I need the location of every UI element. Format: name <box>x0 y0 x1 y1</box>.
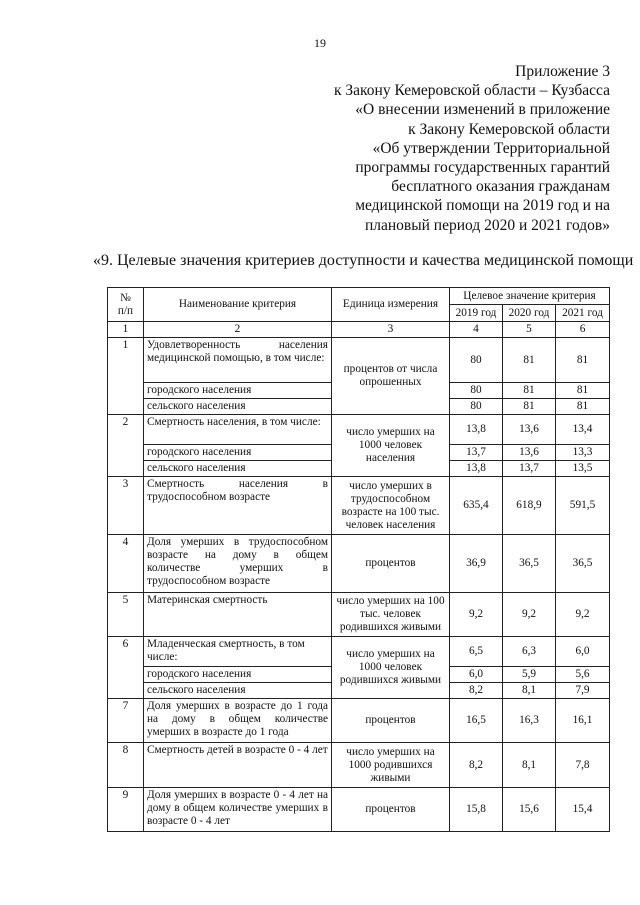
header-num: № п/п <box>108 288 144 322</box>
value-2019: 80 <box>450 383 503 399</box>
criterion-unit: процентов от числа опрошенных <box>332 338 450 415</box>
value-2020: 36,5 <box>503 535 556 593</box>
criterion-name: Доля умерших в возрасте до 1 года на дому в общем количестве умерших в возрасте до 1 года <box>144 699 332 743</box>
row-number: 8 <box>108 743 144 788</box>
col-number: 6 <box>556 322 610 338</box>
value-2019: 635,4 <box>450 477 503 535</box>
value-2021: 13,5 <box>556 461 610 477</box>
appendix-line: Приложение 3 <box>515 63 610 80</box>
criterion-unit: число умерших на 1000 родившихся живыми <box>332 743 450 788</box>
header-target: Целевое значение критерия <box>450 288 610 305</box>
table-row <box>108 535 610 593</box>
subcriterion-name: сельского населения <box>144 461 332 477</box>
value-2019: 80 <box>450 399 503 415</box>
value-2020: 8,1 <box>503 683 556 699</box>
value-2019: 13,7 <box>450 445 503 461</box>
value-2020: 8,1 <box>503 743 556 788</box>
criterion-unit: число умерших на 1000 человек населения <box>332 415 450 477</box>
value-2020: 13,7 <box>503 461 556 477</box>
table-row <box>108 637 610 667</box>
criterion-name: Смертность населения, в том числе: <box>144 415 332 445</box>
value-2021: 13,3 <box>556 445 610 461</box>
criterion-name: Доля умерших в трудоспособном возрасте на дому в общем количестве умерших в трудоспособном возрасте <box>144 535 332 593</box>
row-number: 5 <box>108 593 144 637</box>
col-number: 5 <box>503 322 556 338</box>
value-2021: 81 <box>556 399 610 415</box>
value-2020: 15,6 <box>503 788 556 832</box>
value-2021: 81 <box>556 338 610 383</box>
col-number: 2 <box>144 322 332 338</box>
table-row <box>108 593 610 637</box>
col-number: 1 <box>108 322 144 338</box>
value-2021: 5,6 <box>556 667 610 683</box>
criterion-name: Смертность детей в возрасте 0 - 4 лет <box>144 743 332 788</box>
table-row <box>108 788 610 832</box>
criterion-name: Смертность населения в трудоспособном возрасте <box>144 477 332 535</box>
subcriterion-name: городского населения <box>144 445 332 461</box>
criterion-unit: процентов <box>332 699 450 743</box>
appendix-header <box>190 62 610 235</box>
table-row <box>108 338 610 383</box>
row-number: 2 <box>108 415 144 477</box>
subcriterion-name: городского населения <box>144 383 332 399</box>
subcriterion-name: сельского населения <box>144 399 332 415</box>
value-2020: 81 <box>503 338 556 383</box>
table-row <box>108 699 610 743</box>
row-number: 4 <box>108 535 144 593</box>
header-unit: Единица измерения <box>332 288 450 322</box>
subcriterion-name: городского населения <box>144 667 332 683</box>
header-2020: 2020 год <box>503 305 556 322</box>
value-2021: 7,9 <box>556 683 610 699</box>
section-title: «9. Целевые значения критериев доступности и качества медицинской помощи <box>93 252 634 269</box>
col-number: 4 <box>450 322 503 338</box>
value-2021: 591,5 <box>556 477 610 535</box>
criterion-unit: число умерших в трудоспособном возрасте на 100 тыс. человек населения <box>332 477 450 535</box>
value-2020: 81 <box>503 383 556 399</box>
row-number: 3 <box>108 477 144 535</box>
page-number: 19 <box>314 36 326 50</box>
value-2019: 16,5 <box>450 699 503 743</box>
value-2021: 13,4 <box>556 415 610 445</box>
appendix-line: «О внесении изменений в приложение <box>355 101 610 119</box>
value-2019: 13,8 <box>450 415 503 445</box>
criterion-unit: процентов <box>332 788 450 832</box>
appendix-line: программы государственных гарантий <box>355 159 610 177</box>
value-2020: 6,3 <box>503 637 556 667</box>
value-2020: 13,6 <box>503 445 556 461</box>
criterion-unit: процентов <box>332 535 450 593</box>
value-2021: 7,8 <box>556 743 610 788</box>
value-2019: 36,9 <box>450 535 503 593</box>
criterion-unit: число умерших на 1000 человек родившихся живыми <box>332 637 450 699</box>
value-2019: 80 <box>450 338 503 383</box>
criterion-name: Удовлетворенность населения медицинской помощью, в том числе: <box>144 338 332 383</box>
value-2019: 6,0 <box>450 667 503 683</box>
value-2019: 15,8 <box>450 788 503 832</box>
criterion-name: Младенческая смертность, в том числе: <box>144 637 332 667</box>
value-2021: 15,4 <box>556 788 610 832</box>
value-2019: 6,5 <box>450 637 503 667</box>
value-2020: 16,3 <box>503 699 556 743</box>
value-2019: 8,2 <box>450 743 503 788</box>
appendix-line: к Закону Кемеровской области <box>408 120 610 138</box>
value-2021: 9,2 <box>556 593 610 637</box>
value-2021: 36,5 <box>556 535 610 593</box>
value-2020: 13,6 <box>503 415 556 445</box>
header-2019: 2019 год <box>450 305 503 322</box>
value-2020: 9,2 <box>503 593 556 637</box>
value-2020: 618,9 <box>503 477 556 535</box>
criterion-name: Доля умерших в возрасте 0 - 4 лет на дому в общем количестве умерших в возрасте 0 - 4 лет <box>144 788 332 832</box>
row-number: 6 <box>108 637 144 699</box>
row-number: 7 <box>108 699 144 743</box>
subcriterion-name: сельского населения <box>144 683 332 699</box>
appendix-line: к Закону Кемеровской области – Кузбасса <box>333 82 610 100</box>
value-2021: 6,0 <box>556 637 610 667</box>
row-number: 9 <box>108 788 144 832</box>
table-row <box>108 415 610 445</box>
value-2019: 13,8 <box>450 461 503 477</box>
value-2020: 5,9 <box>503 667 556 683</box>
row-number: 1 <box>108 338 144 415</box>
value-2021: 81 <box>556 383 610 399</box>
table-row <box>108 743 610 788</box>
value-2020: 81 <box>503 399 556 415</box>
appendix-line: медицинской помощи на 2019 год и на <box>355 197 610 215</box>
value-2021: 16,1 <box>556 699 610 743</box>
appendix-line: бесплатного оказания гражданам <box>391 178 610 196</box>
criterion-name: Материнская смертность <box>144 593 332 637</box>
header-name: Наименование критерия <box>144 288 332 322</box>
criterion-unit: число умерших на 100 тыс. человек родившихся живыми <box>332 593 450 637</box>
value-2019: 8,2 <box>450 683 503 699</box>
appendix-line: «Об утверждении Территориальной <box>372 139 610 157</box>
header-2021: 2021 год <box>556 305 610 322</box>
criteria-table <box>107 287 610 832</box>
appendix-line: плановый период 2020 и 2021 годов» <box>364 216 610 234</box>
value-2019: 9,2 <box>450 593 503 637</box>
table-row <box>108 477 610 535</box>
col-number: 3 <box>332 322 450 338</box>
